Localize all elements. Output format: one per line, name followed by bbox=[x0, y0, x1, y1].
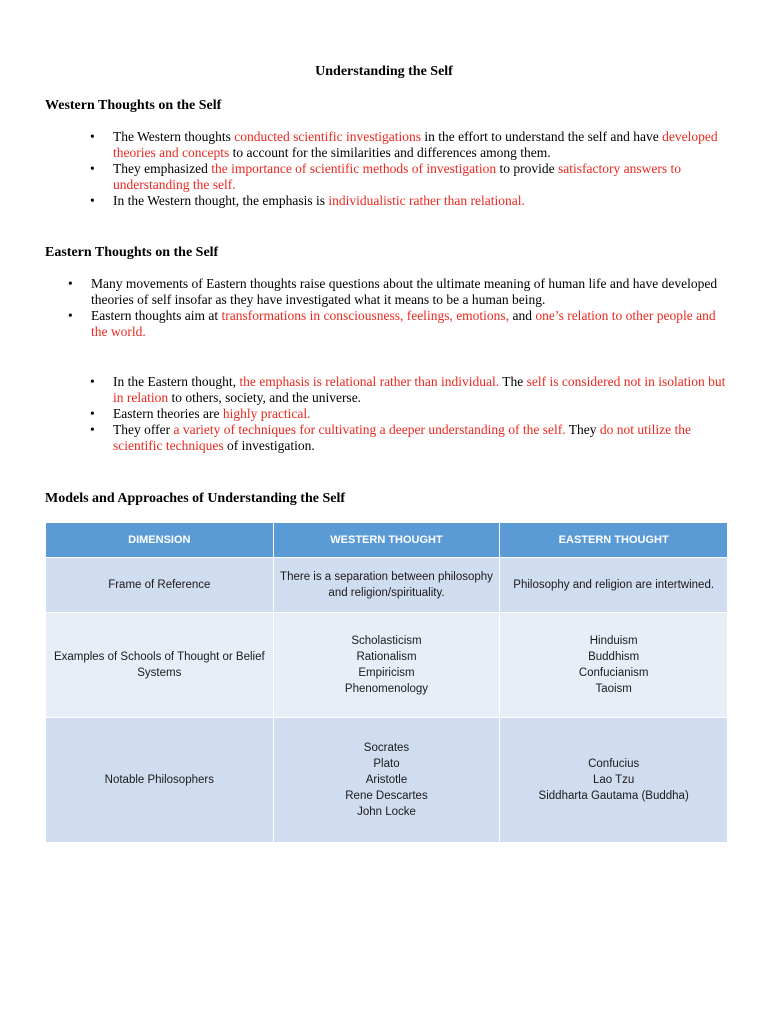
highlighted-text: one’s relation to other people and the world. bbox=[91, 308, 716, 339]
cell-line: Buddhism bbox=[588, 651, 640, 663]
list-item bbox=[91, 276, 731, 308]
cell-line: Siddharta Gautama (Buddha) bbox=[538, 790, 689, 802]
cell-line: Empiricism bbox=[358, 667, 415, 679]
highlighted-text: transformations in consciousness, feelings, emotions, bbox=[221, 308, 510, 323]
header-western: WESTERN THOUGHT bbox=[273, 523, 500, 558]
body-text: They bbox=[565, 422, 600, 437]
highlighted-text: the importance of scientific methods of investigation bbox=[211, 161, 497, 176]
body-text: Many movements of Eastern thoughts raise questions about the ultimate meaning of human life and have developed theories of self insofar as they have investigated what it means to be a human being. bbox=[91, 276, 718, 307]
body-text: of investigation. bbox=[223, 438, 315, 453]
eastern-bullet-list bbox=[91, 276, 731, 340]
highlighted-text: self is considered not in isolation but in relation bbox=[113, 374, 726, 405]
row-western bbox=[273, 558, 500, 613]
highlighted-text: highly practical. bbox=[222, 406, 311, 421]
page-title: Understanding the Self bbox=[315, 64, 453, 79]
eastern-bullet-list-2 bbox=[113, 374, 728, 454]
body-text: In the Eastern thought, bbox=[113, 374, 240, 389]
row-western bbox=[273, 613, 500, 718]
row-dimension: Frame of Reference bbox=[46, 558, 274, 613]
highlighted-text: satisfactory answers to understanding the self. bbox=[113, 161, 681, 192]
highlighted-text: conducted scientific investigations bbox=[234, 129, 421, 144]
cell-line: Scholasticism bbox=[351, 635, 422, 647]
header-dimension: DIMENSION bbox=[46, 523, 274, 558]
cell-line: Confucianism bbox=[578, 667, 649, 679]
list-item bbox=[91, 308, 731, 340]
cell-line: Lao Tzu bbox=[592, 774, 635, 786]
cell-line: Aristotle bbox=[365, 774, 408, 786]
cell-line: Taoism bbox=[595, 683, 632, 695]
cell-line: Confucius bbox=[588, 758, 640, 770]
highlighted-text: developed theories and concepts bbox=[113, 129, 718, 160]
western-heading: Western Thoughts on the Self bbox=[45, 98, 222, 113]
models-heading: Models and Approaches of Understanding the Self bbox=[45, 491, 346, 506]
list-item bbox=[113, 374, 728, 406]
table-row bbox=[46, 558, 728, 613]
row-dimension: Notable Philosophers bbox=[46, 718, 274, 843]
table-row bbox=[46, 613, 728, 718]
cell-line: Rationalism bbox=[356, 651, 417, 663]
western-bullet-list bbox=[113, 129, 728, 209]
body-text: In the Western thought, the emphasis is bbox=[113, 193, 329, 208]
body-text: They offer bbox=[113, 422, 174, 437]
list-item bbox=[113, 193, 728, 209]
list-item bbox=[113, 422, 728, 454]
cell-line: There is a separation between philosophy bbox=[280, 571, 493, 583]
highlighted-text: individualistic rather than relational. bbox=[328, 193, 525, 208]
body-text: They emphasized bbox=[113, 161, 212, 176]
list-item bbox=[113, 161, 728, 193]
highlighted-text: the emphasis is relational rather than individual. bbox=[239, 374, 500, 389]
body-text: and bbox=[509, 308, 536, 323]
cell-line: Philosophy and religion are intertwined. bbox=[513, 579, 715, 591]
body-text: to provide bbox=[496, 161, 559, 176]
row-dimension: Examples of Schools of Thought or Belief Systems bbox=[46, 613, 274, 718]
table-header-row bbox=[46, 523, 728, 558]
body-text: Eastern theories are bbox=[113, 406, 223, 421]
body-text: to account for the similarities and differences among them. bbox=[229, 145, 551, 160]
row-eastern bbox=[500, 558, 728, 613]
cell-line: Hinduism bbox=[589, 635, 638, 647]
cell-line: Plato bbox=[373, 758, 400, 770]
body-text: in the effort to understand the self and have bbox=[420, 129, 663, 144]
cell-line: Phenomenology bbox=[344, 683, 429, 695]
list-item bbox=[113, 406, 728, 422]
cell-line: Socrates bbox=[363, 742, 410, 754]
cell-line: John Locke bbox=[357, 806, 416, 818]
cell-line: and religion/spirituality. bbox=[328, 587, 445, 599]
body-text: The bbox=[499, 374, 527, 389]
row-western bbox=[273, 718, 500, 843]
highlighted-text: do not utilize the scientific techniques bbox=[113, 422, 691, 453]
cell-line: Rene Descartes bbox=[345, 790, 428, 802]
body-text: The Western thoughts bbox=[113, 129, 235, 144]
row-eastern bbox=[500, 613, 728, 718]
body-text: Eastern thoughts aim at bbox=[91, 308, 222, 323]
table-row bbox=[46, 718, 728, 843]
body-text: to others, society, and the universe. bbox=[168, 390, 362, 405]
row-eastern bbox=[500, 718, 728, 843]
eastern-heading: Eastern Thoughts on the Self bbox=[45, 245, 219, 260]
models-table bbox=[45, 522, 728, 843]
highlighted-text: a variety of techniques for cultivating a deeper understanding of the self. bbox=[173, 422, 566, 437]
list-item bbox=[113, 129, 728, 161]
header-eastern: EASTERN THOUGHT bbox=[500, 523, 728, 558]
